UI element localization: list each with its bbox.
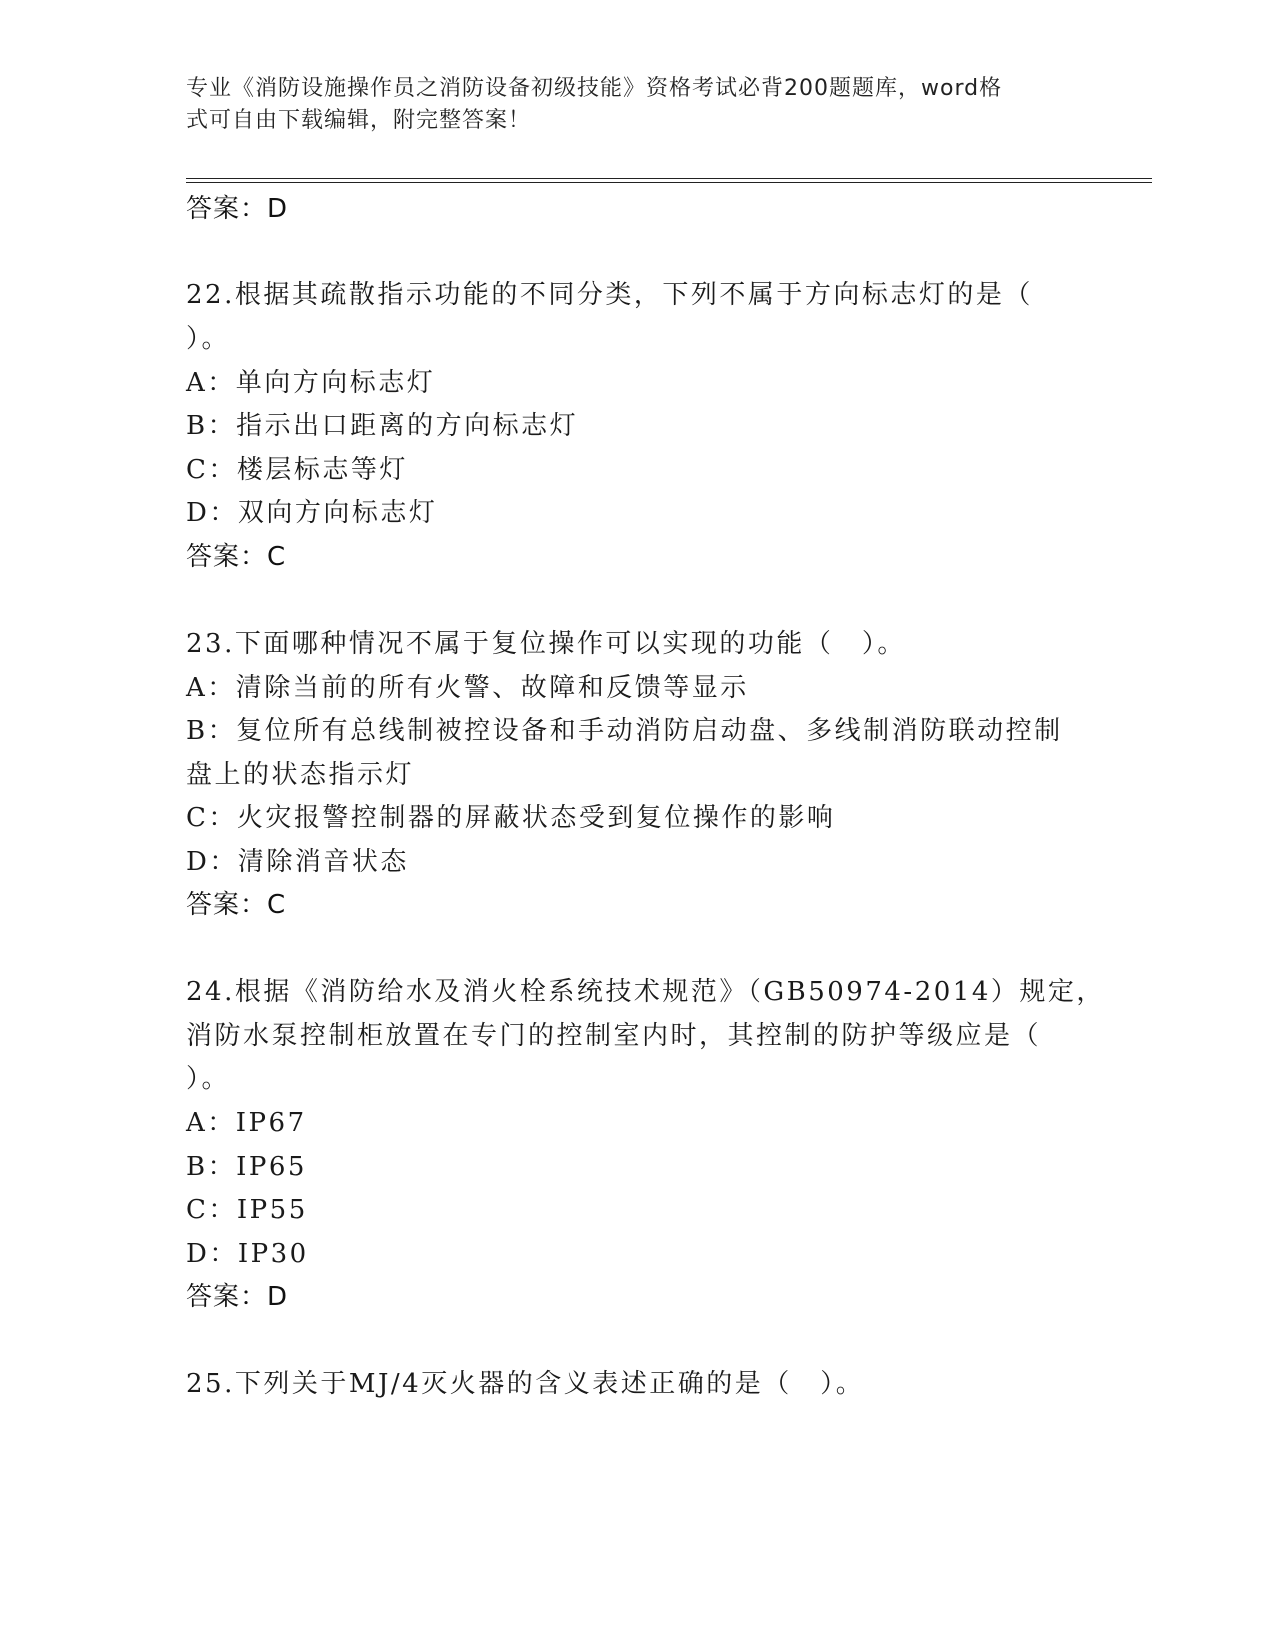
question-23-option-d: D：清除消音状态 [186, 847, 409, 877]
question-22-answer: 答案：C [186, 542, 287, 572]
question-22-stem-line-2: ）。 [186, 324, 231, 354]
question-23-answer: 答案：C [186, 890, 287, 920]
question-24-option-b: B：IP65 [186, 1152, 307, 1182]
question-24-stem-line-2: 消防水泵控制柜放置在专门的控制室内时，其控制的防护等级应是（ [186, 1021, 1042, 1051]
question-23-option-c: C：火灾报警控制器的屏蔽状态受到复位操作的影响 [186, 803, 836, 833]
question-24-option-a: A：IP67 [186, 1108, 307, 1138]
question-22-option-a: A：单向方向标志灯 [186, 368, 436, 398]
header-divider-bottom [186, 182, 1152, 183]
question-24-stem-line-3: ）。 [186, 1064, 231, 1094]
question-23-option-b-cont: 盘上的状态指示灯 [186, 760, 415, 790]
question-25-stem-line-1: 25.下列关于MJ/4灭火器的含义表述正确的是（ ）。 [186, 1369, 865, 1399]
question-22-option-c: C：楼层标志等灯 [186, 455, 408, 485]
question-24-stem-line-1: 24.根据《消防给水及消火栓系统技术规范》（GB50974-2014）规定， [186, 977, 1105, 1007]
question-22-stem-line-1: 22.根据其疏散指示功能的不同分类，下列不属于方向标志灯的是（ [186, 280, 1033, 310]
header-divider-top [186, 178, 1152, 179]
question-23-option-b: B：复位所有总线制被控设备和手动消防启动盘、多线制消防联动控制 [186, 716, 1063, 746]
page-header [186, 73, 1066, 137]
question-24-option-d: D：IP30 [186, 1239, 309, 1269]
header-line-2: 式可自由下载编辑，附完整答案！ [186, 108, 532, 133]
question-22-option-b: B：指示出口距离的方向标志灯 [186, 411, 579, 441]
answer-previous: 答案：D [186, 194, 289, 224]
question-24-option-c: C：IP55 [186, 1195, 308, 1225]
question-23-stem-line-1: 23.下面哪种情况不属于复位操作可以实现的功能（ ）。 [186, 629, 906, 659]
question-24-answer: 答案：D [186, 1282, 289, 1312]
question-22-option-d: D：双向方向标志灯 [186, 498, 438, 528]
header-line-1: 专业《消防设施操作员之消防设备初级技能》资格考试必背200题题库，word格 [186, 76, 1003, 101]
question-23-option-a: A：清除当前的所有火警、故障和反馈等显示 [186, 673, 749, 703]
